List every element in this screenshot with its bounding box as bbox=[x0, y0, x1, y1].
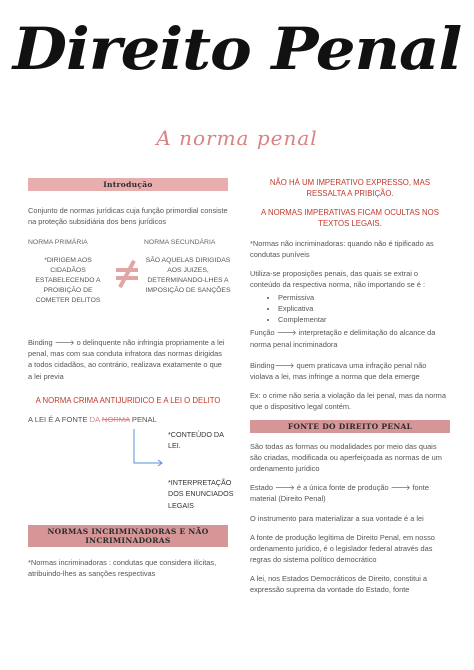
right-column bbox=[250, 178, 450, 595]
estados-democraticos-text: A lei, nos Estados Democráticos de Direito, constitui a expressão suprema da vontade do Estado, fonte bbox=[250, 574, 428, 595]
secundaria-label: NORMA SECUNDÁRIA bbox=[144, 239, 216, 247]
fonte-band: FONTE DO DIREITO PENAL bbox=[250, 420, 450, 433]
lei-fonte-block bbox=[28, 414, 234, 515]
instrumento-text: O instrumento para materializar a sua vontade é a lei bbox=[250, 513, 424, 523]
estado-text: Estado 🡒 é a única fonte de produção 🡒 fonte material (Direito Penal) bbox=[250, 483, 429, 504]
norma-primaria bbox=[28, 239, 108, 305]
binding-text: Binding 🡒 o delinquente não infringia propriamente a lei penal, mas com sua conduta infratora das normas dirigidas a todos cidadãos, ao contrário, realizava exatamente o que a lei previa bbox=[28, 338, 225, 381]
page-title: Direito Penal bbox=[12, 15, 462, 83]
binding2-text: Binding🡒 quem praticava uma infração penal não violava a lei, mas infringe a norma que dela emerge bbox=[250, 360, 427, 381]
lei-fonte-penal: PENAL bbox=[131, 414, 157, 424]
primaria-body: *DIRIGEM AOS CIDADÃOS ESTABELECENDO A PROIBIÇÃO DE COMETER DELITOS bbox=[35, 257, 101, 304]
left-column bbox=[28, 178, 234, 579]
norma-comparison bbox=[28, 239, 231, 329]
arrow-icon bbox=[128, 429, 168, 473]
lei-fonte-da: DA bbox=[89, 414, 100, 424]
norma-crime-heading: A NORMA CRIMA ANTIJURIDICO E A LEI O DELITO bbox=[35, 395, 221, 405]
page-subtitle: A norma penal bbox=[156, 126, 318, 150]
lei-fonte-part: A LEI É A FONTE bbox=[28, 414, 88, 424]
utiliza-text: Utiliza-se proposições penais, das quais se extrai o conteúdo da respectiva norma, não importando se é : bbox=[250, 268, 426, 289]
nao-ha-heading: NÃO HÁ UM IMPERATIVO EXPRESSO, MAS RESSALTA A PRIBIÇÃO. bbox=[269, 178, 431, 198]
lei-fonte-norma: NORMA bbox=[101, 414, 130, 424]
list-item: • Explicativa bbox=[278, 303, 450, 314]
secundaria-body: SÃO AQUELAS DIRIGIDAS AOS JUIZES, DETERMINANDO-LHES A IMPOSIÇÃO DE SANÇÕES bbox=[145, 257, 231, 294]
norma-secundaria bbox=[144, 239, 232, 295]
list-item: • Complementar bbox=[278, 314, 450, 325]
interpretacao-item: *INTERPRETAÇÃO DOS ENUNCIADOS LEGAIS bbox=[168, 477, 234, 510]
conteudo-item: *CONTEÚDO DA LEI. bbox=[168, 429, 224, 451]
intro-text: Conjunto de normas jurídicas cuja função primordial consiste na proteção subsidiária dos bens jurídicos bbox=[28, 206, 228, 227]
incriminadoras-band: NORMAS INCRIMINADORAS E NÃO INCRIMINADORAS bbox=[28, 525, 228, 547]
lei-fonte-line bbox=[28, 415, 228, 424]
nao-incriminadoras-text: *Normas não incriminadoras: quando não é tipificado as condutas puníveis bbox=[250, 238, 434, 259]
imperativas-heading: A NORMAS IMPERATIVAS FICAM OCULTAS NOS TEXTOS LEGAIS. bbox=[261, 207, 439, 228]
funcao-text: Função 🡒 interpretação e delimitação do alcance da norma penal incriminadora bbox=[250, 328, 436, 349]
list-item: • Permissiva bbox=[278, 292, 450, 303]
not-equal-icon bbox=[116, 259, 138, 289]
incriminadoras-text: *Normas incriminadoras : condutas que considera ilícitas, atribuindo-lhes as sanções respectivas bbox=[28, 557, 217, 578]
fonte-text: São todas as formas ou modalidades por meio das quais são criadas, modificada ou aperfeiçoada as normas de um ordenamento jurídico bbox=[250, 442, 442, 474]
intro-band: Introdução bbox=[28, 178, 228, 191]
proposicoes-list bbox=[250, 292, 450, 325]
fonte-legitima-text: A fonte de produção legítima de Direito Penal, em nosso ordenamento jurídico, é o legislador federal através das regras do sistema político democrático bbox=[250, 532, 435, 564]
exemplo-text: Ex: o crime não seria a violação da lei penal, mas da norma que o dispositivo legal contém. bbox=[250, 390, 446, 411]
primaria-label: NORMA PRIMÁRIA bbox=[28, 239, 88, 247]
